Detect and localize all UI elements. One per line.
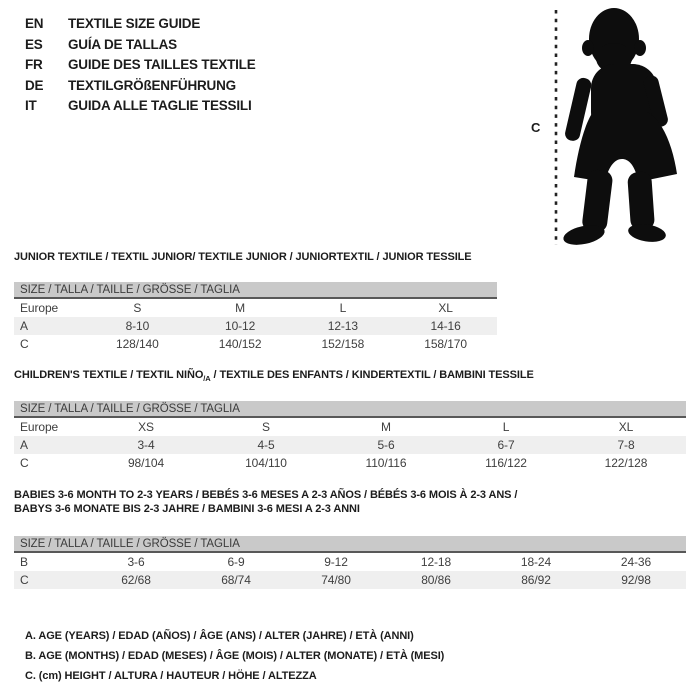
cell: 12-13 xyxy=(327,319,358,333)
section-babies-textile xyxy=(14,488,686,589)
row-label: A xyxy=(20,438,28,453)
cell: S xyxy=(133,301,142,315)
table-row-age xyxy=(14,317,497,335)
table-row-months xyxy=(14,553,686,571)
cell: 80/86 xyxy=(421,573,451,587)
language-row-es xyxy=(25,35,256,56)
table-row-height xyxy=(14,335,497,353)
table-row-europe xyxy=(14,299,497,317)
cell: 74/80 xyxy=(321,573,351,587)
section-title xyxy=(14,368,686,386)
size-header-bar: SIZE / TALLA / TAILLE / GRÖSSE / TAGLIA xyxy=(14,536,686,553)
cell: M xyxy=(381,420,391,435)
cell: 4-5 xyxy=(257,438,275,453)
table-row-height xyxy=(14,571,686,589)
cell: 3-4 xyxy=(137,438,155,453)
row-label: A xyxy=(20,319,28,333)
table-row-height xyxy=(14,454,686,472)
language-label: GUIDA ALLE TAGLIE TESSILI xyxy=(68,98,252,113)
cell: 128/140 xyxy=(116,337,159,351)
row-label: C xyxy=(20,337,29,351)
cell: XL xyxy=(438,301,453,315)
cell: 5-6 xyxy=(377,438,395,453)
cell: 7-8 xyxy=(617,438,635,453)
cell: XS xyxy=(138,420,154,435)
language-code: ES xyxy=(25,36,43,52)
note-a: A. AGE (YEARS) / EDAD (AÑOS) / ÂGE (ANS) / ALTER (JAHRE) / ETÀ (ANNI) xyxy=(25,630,414,642)
language-label: TEXTILGRÖßENFÜHRUNG xyxy=(68,77,236,93)
cell: 24-36 xyxy=(620,555,652,569)
language-row-it xyxy=(25,96,256,117)
measure-c-label: C xyxy=(531,120,541,135)
title-text: CHILDREN'S TEXTILE / TEXTIL NIÑO xyxy=(14,369,204,381)
language-code: IT xyxy=(25,98,37,113)
row-label: C xyxy=(20,456,29,471)
cell: 6-9 xyxy=(227,555,245,569)
note-b: B. AGE (MONTHS) / EDAD (MESES) / ÂGE (MOIS) / ALTER (MONATE) / ETÀ (MESI) xyxy=(25,650,445,662)
section-title-line2: BABYS 3-6 MONATE BIS 2-3 JAHRE / BAMBINI 3-6 MESI A 2-3 ANNI xyxy=(14,503,360,515)
title-subscript: /A xyxy=(203,374,211,384)
cell: 158/170 xyxy=(424,337,467,351)
cell: XL xyxy=(618,420,634,435)
size-header-bar: SIZE / TALLA / TAILLE / GRÖSSE / TAGLIA xyxy=(14,401,686,418)
cell: 92/98 xyxy=(621,573,651,587)
cell: 12-18 xyxy=(420,555,452,569)
table-row-age xyxy=(14,436,686,454)
cell: 98/104 xyxy=(127,456,165,471)
row-label: Europe xyxy=(20,420,59,435)
height-measure-figure xyxy=(525,2,700,250)
language-label: TEXTILE SIZE GUIDE xyxy=(68,16,201,31)
note-c: C. (cm) HEIGHT / ALTURA / HAUTEUR / HÖHE / ALTEZZA xyxy=(25,670,317,682)
language-row-de xyxy=(25,76,256,97)
cell: 122/128 xyxy=(604,456,648,471)
language-list xyxy=(25,14,256,117)
cell: 152/158 xyxy=(321,337,365,351)
title-text: / TEXTILE DES ENFANTS / KINDERTEXTIL / BAMBINI TESSILE xyxy=(210,369,534,381)
cell: 86/92 xyxy=(521,573,551,587)
size-header-bar: SIZE / TALLA / TAILLE / GRÖSSE / TAGLIA xyxy=(14,282,497,299)
language-code: EN xyxy=(25,16,44,31)
legend-notes xyxy=(25,626,444,686)
cell: 140/152 xyxy=(218,337,262,351)
language-code: DE xyxy=(25,77,44,93)
cell: L xyxy=(502,420,510,435)
cell: 3-6 xyxy=(127,555,145,569)
row-label: Europe xyxy=(20,301,59,315)
language-row-en xyxy=(25,14,256,35)
cell: M xyxy=(235,301,246,315)
cell: 62/68 xyxy=(121,573,151,587)
language-label: GUÍA DE TALLAS xyxy=(68,36,177,52)
cell: 110/116 xyxy=(365,456,407,471)
cell: 104/110 xyxy=(245,456,287,471)
section-children-textile xyxy=(14,368,686,472)
row-label: C xyxy=(20,573,29,587)
cell: S xyxy=(262,420,270,435)
section-junior-textile xyxy=(14,250,497,353)
cell: 18-24 xyxy=(520,555,552,569)
language-code: FR xyxy=(25,57,43,72)
cell: 8-10 xyxy=(125,319,150,333)
cell: 116/122 xyxy=(485,456,527,471)
cell: 9-12 xyxy=(324,555,348,569)
language-label: GUIDE DES TAILLES TEXTILE xyxy=(68,57,256,72)
cell: 10-12 xyxy=(225,319,256,333)
cell: 6-7 xyxy=(497,438,515,453)
cell: 14-16 xyxy=(430,319,461,333)
language-row-fr xyxy=(25,55,256,76)
row-label: B xyxy=(20,555,28,569)
table-row-europe xyxy=(14,418,686,436)
section-title: JUNIOR TEXTILE / TEXTIL JUNIOR/ TEXTILE JUNIOR / JUNIORTEXTIL / JUNIOR TESSILE xyxy=(14,251,472,263)
toddler-silhouette-icon xyxy=(525,2,700,250)
cell: L xyxy=(339,301,347,315)
cell: 68/74 xyxy=(221,573,251,587)
section-title-line1: BABIES 3-6 MONTH TO 2-3 YEARS / BEBÉS 3-6 MESES A 2-3 AÑOS / BÉBÉS 3-6 MOIS À 2-3 ANS / xyxy=(14,489,518,501)
toddler-silhouette-shape xyxy=(562,8,677,248)
